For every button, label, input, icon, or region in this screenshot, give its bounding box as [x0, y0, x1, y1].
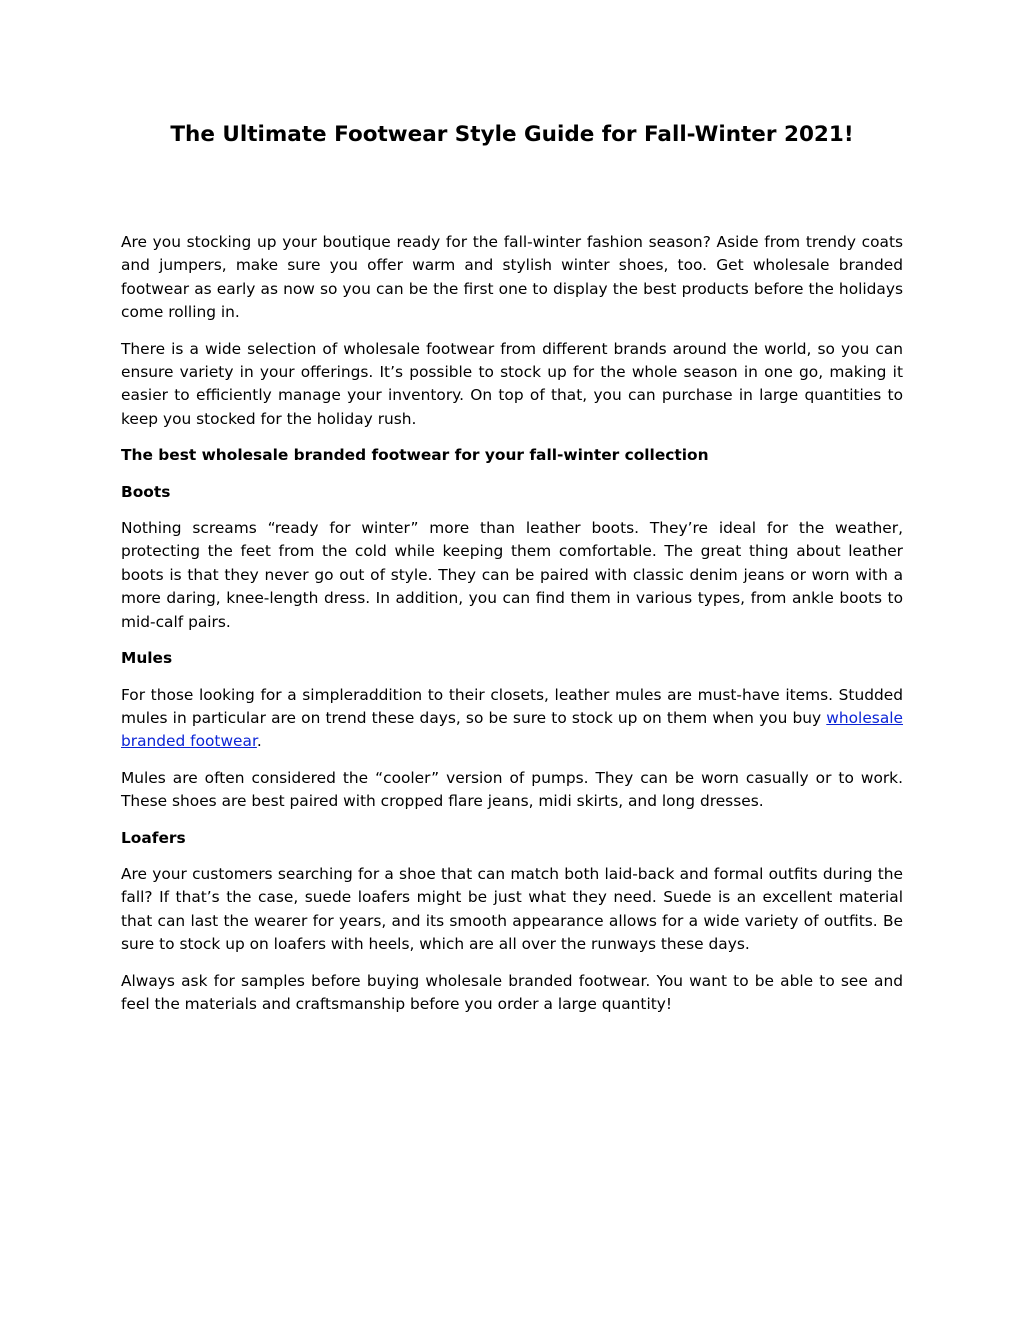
loafers-paragraph-1: Are your customers searching for a shoe that can match both laid-back and formal outfits during the fall? If that’s the case, suede loafers might be just what they need. Suede is an excellent material that can last the wearer for years, and its smooth appearance allows for a wide variety of outfits. Be sure to stock up on loafers with heels, which are all over the runways these days.	[121, 864, 903, 954]
boots-paragraph: Nothing screams “ready for winter” more than leather boots. They’re ideal for the weather, protecting the feet from the cold while keeping them comfortable. The great thing about leather boots is that they never go out of style. They can be paired with classic denim jeans or worn with a more daring, knee-length dress. In addition, you can find them in various types, from ankle boots to mid-calf pairs.	[121, 519, 903, 631]
intro-paragraph-2: There is a wide selection of wholesale footwear from different brands around the world, so you can ensure variety in your offerings. It’s possible to stock up for the whole season in one go, making it easier to efficiently manage your inventory. On top of that, you can purchase in large quantities to keep you stocked for the holiday rush.	[121, 339, 903, 428]
intro-paragraph-1: Are you stocking up your boutique ready for the fall-winter fashion season? Aside from trendy coats and jumpers, make sure you offer warm and stylish winter shoes, too. Get wholesale branded footwear as early as now so you can be the first one to display the best products before the holidays come rolling in.	[121, 233, 903, 322]
wholesale-branded-footwear-link[interactable]: wholesale branded footwear	[121, 708, 903, 751]
loafers-heading: Loafers	[121, 828, 186, 847]
page-title: The Ultimate Footwear Style Guide for Fall-Winter 2021!	[170, 122, 854, 147]
mules-paragraph-2: Mules are often considered the “cooler” version of pumps. They can be worn casually or to work. These shoes are best paired with cropped flare jeans, midi skirts, and long dresses.	[121, 768, 903, 811]
mules-text-before-link: For those looking for a simpleraddition to their closets, leather mules are must-have items. Studded mules in particular are on trend these days, so be sure to stock up on them when you buy	[121, 685, 903, 727]
boots-heading: Boots	[121, 482, 171, 501]
mules-heading: Mules	[121, 649, 173, 668]
loafers-paragraph-2: Always ask for samples before buying wholesale branded footwear. You want to be able to see and feel the materials and craftsmanship before you order a large quantity!	[121, 971, 903, 1013]
collection-heading: The best wholesale branded footwear for your fall-winter collection	[121, 446, 709, 465]
mules-text-after-link: .	[256, 732, 262, 751]
article-body	[121, 231, 903, 1029]
mules-paragraph-1	[121, 684, 903, 754]
